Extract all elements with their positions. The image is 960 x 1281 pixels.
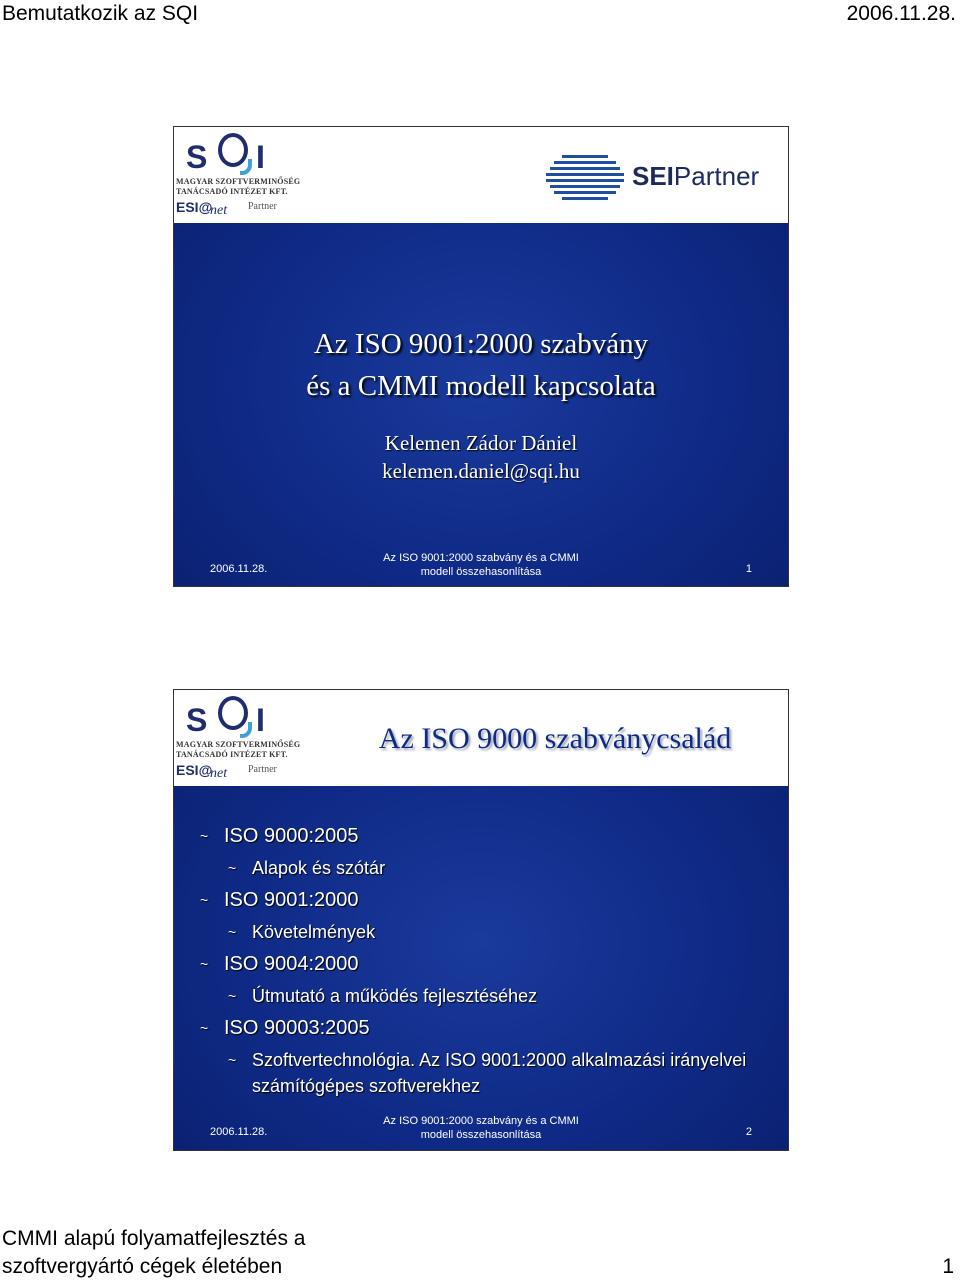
slide-2-title: Az ISO 9000 szabványcsalád <box>378 722 732 755</box>
sub-bullet-item <box>200 980 780 1012</box>
slide-2 <box>173 689 789 1151</box>
esi-text: ESI@ <box>176 199 213 215</box>
tilde-bullet-icon: ~ <box>200 892 209 908</box>
slide-2-footer-title <box>174 1114 788 1142</box>
tilde-bullet-icon: ~ <box>228 988 237 1004</box>
sei-bold-text: SEI <box>632 161 674 191</box>
bullet-text: Alapok és szótár <box>252 858 386 878</box>
bullet-text: Követelmények <box>252 922 376 942</box>
page-header-date: 2006.11.28. <box>846 2 956 25</box>
sqi-logo <box>176 694 301 782</box>
page-footer-line-1: CMMI alapú folyamatfejlesztés a <box>2 1227 306 1250</box>
tilde-bullet-icon: ~ <box>228 1052 237 1068</box>
author-name: Kelemen Zádor Dániel <box>384 431 578 455</box>
sqi-letter-i: I <box>256 139 265 175</box>
tilde-bullet-icon: ~ <box>200 828 209 844</box>
bullet-text: Szoftvertechnológia. Az ISO 9001:2000 alkalmazási irányelvei számítógépes szoftverekhez <box>252 1050 747 1096</box>
slide-1-footer-title-2: modell összehasonlítása <box>420 566 542 578</box>
author-email: kelemen.daniel@sqi.hu <box>382 459 580 483</box>
bullet-item <box>200 948 780 980</box>
slide-1-author-block <box>174 429 788 485</box>
bullet-text: ISO 9004:2000 <box>224 953 359 975</box>
sqi-tagline-2: TANÁCSADÓ INTÉZET KFT. <box>176 187 288 196</box>
sqi-q-tail-icon <box>240 722 252 738</box>
sqi-tagline-1: MAGYAR SZOFTVERMINŐSÉG <box>176 177 301 186</box>
tilde-bullet-icon: ~ <box>228 860 237 876</box>
slide-1-title <box>174 323 788 407</box>
net-text: net <box>210 203 228 218</box>
bullet-item <box>200 1012 780 1044</box>
slide-1-footer-date: 2006.11.28. <box>210 563 268 575</box>
slide-logo-band <box>174 690 788 786</box>
bullet-text: ISO 90003:2005 <box>224 1017 370 1039</box>
esi-text: ESI@ <box>176 762 213 778</box>
esi-net-partner-logo <box>176 197 288 219</box>
sqi-letter-s: S <box>186 139 208 175</box>
sub-bullet-item <box>200 852 780 884</box>
sqi-letter-s: S <box>186 702 208 738</box>
slide-2-footer-title-2: modell összehasonlítása <box>420 1129 542 1141</box>
page-number: 1 <box>942 1255 954 1278</box>
esi-net-partner-logo <box>176 760 288 782</box>
slide-2-footer-title-1: Az ISO 9001:2000 szabvány és a CMMI <box>383 1115 579 1127</box>
sei-partner-logo <box>544 151 780 207</box>
slide-1-title-line-1: Az ISO 9001:2000 szabvány <box>313 328 649 360</box>
slide-1-footer-title-1: Az ISO 9001:2000 szabvány és a CMMI <box>383 552 579 564</box>
bullet-item <box>200 884 780 916</box>
sqi-q-tail-icon <box>240 159 252 175</box>
tilde-bullet-icon: ~ <box>200 1020 209 1036</box>
bullet-list <box>200 820 780 1099</box>
slide-1-title-line-2: és a CMMI modell kapcsolata <box>306 370 656 402</box>
sqi-tagline-1: MAGYAR SZOFTVERMINŐSÉG <box>176 740 301 749</box>
partner-text: Partner <box>248 764 277 775</box>
page-header-title: Bemutatkozik az SQI <box>2 2 199 25</box>
sqi-tagline-2: TANÁCSADÓ INTÉZET KFT. <box>176 750 288 759</box>
slide-logo-band <box>174 127 788 223</box>
partner-text: Partner <box>248 201 277 212</box>
sqi-logo <box>176 131 301 219</box>
slide-1-footer-title <box>174 551 788 579</box>
sei-partner-wordmark <box>632 161 759 192</box>
tilde-bullet-icon: ~ <box>228 924 237 940</box>
slide-2-number: 2 <box>745 1126 752 1138</box>
tilde-bullet-icon: ~ <box>200 956 209 972</box>
sub-bullet-item <box>200 1047 780 1099</box>
bullet-text: ISO 9001:2000 <box>224 889 359 911</box>
slide-2-footer-date: 2006.11.28. <box>210 1126 268 1138</box>
sqi-letter-i: I <box>256 702 265 738</box>
sqi-tagline <box>176 177 301 197</box>
bullet-item <box>200 820 780 852</box>
page-footer <box>0 1225 960 1281</box>
sub-bullet-item <box>200 916 780 948</box>
bullet-text: ISO 9000:2005 <box>224 825 359 847</box>
page-header <box>0 0 960 28</box>
slide-1-number: 1 <box>745 563 752 575</box>
sei-partner-text: Partner <box>673 161 760 191</box>
slide-1 <box>173 126 789 587</box>
sqi-tagline <box>176 740 301 760</box>
sqi-wordmark <box>184 694 284 740</box>
page-footer-line-2: szoftvergyártó cégek életében <box>2 1255 283 1278</box>
bullet-text: Útmutató a működés fejlesztéséhez <box>252 986 538 1006</box>
net-text: net <box>210 766 228 781</box>
sei-stripes-icon <box>544 151 628 207</box>
sqi-wordmark <box>184 131 284 177</box>
